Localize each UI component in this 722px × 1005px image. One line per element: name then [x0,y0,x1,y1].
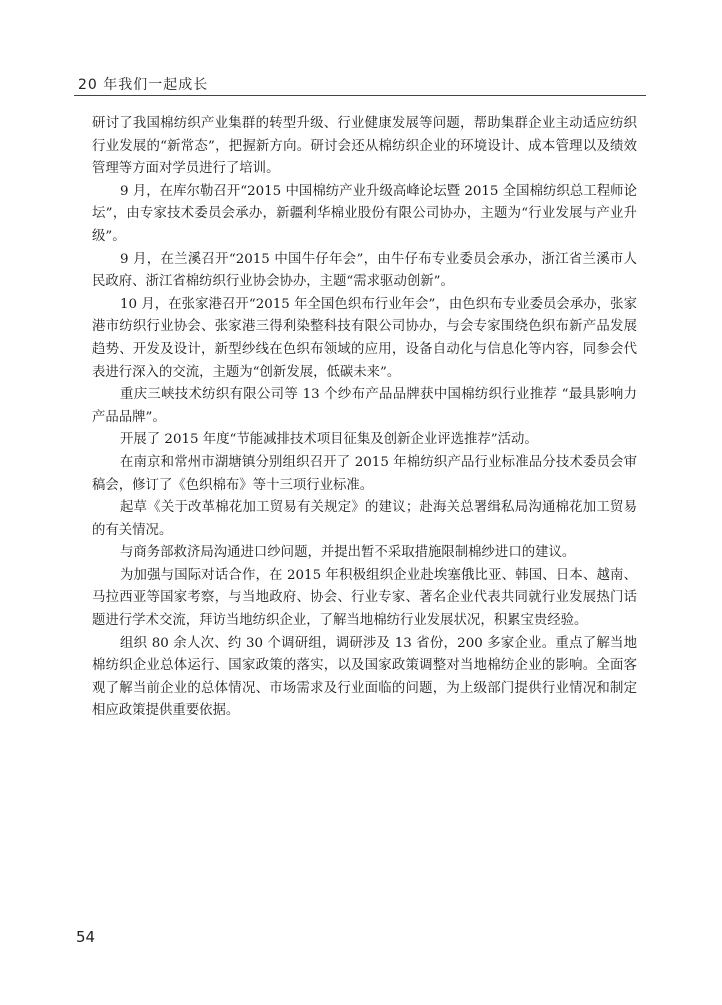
page-number: 54 [76,928,96,946]
paragraph-energy-saving: 开展了 2015 年度“节能减排技术项目征集及创新企业评选推荐”活动。 [120,432,538,448]
body-text [92,113,637,723]
paragraph-korla-forum: 9 月，在库尔勒召开“2015 中国棉纺产业升级高峰论坛暨 2015 全国棉纺织总工程师论坛”，由专家技术委员会承办，新疆利华棉业股份有限公司协办，主题为“行业发展与产业升级”。 [92,183,637,244]
paragraph-brand-recommendation: 重庆三峡技术纺织有限公司等 13 个纱布产品品牌获中国棉纺织行业推荐 “最具影响力产品品牌”。 [92,387,637,425]
paragraph-standards: 在南京和常州市湖塘镇分别组织召开了 2015 年棉纺织产品行业标准品分技术委员会审稿会，修订了《色织棉布》等十三项行业标准。 [92,454,637,493]
paragraph-continuation: 研讨了我国棉纺织产业集群的转型升级、行业健康发展等问题，帮助集群企业主动适应纺织行业发展的“新常态”，把握新方向。研讨会还从棉纺织企业的环境设计、成本管理以及绩效管理等方面对学员进行了培训。 [92,116,637,177]
paragraph-yarn-import: 与商务部救济局沟通进口纱问题，并提出暂不采取措施限制棉纱进口的建议。 [120,545,576,561]
paragraph-zhangjiagang-yarn-dyed: 10 月，在张家港召开“2015 年全国色织布行业年会”，由色织布专业委员会承办，张家港市纺织行业协会、张家港三得利染整科技有限公司协办，与会专家围绕色织布新产品发展趋势、开发及设计，新型纱线在色织布领域的应用，设备自动化与信息化等内容，同参会代表进行深入的交流，主题为“创新发展，低碳未来”。 [92,296,637,380]
paragraph-research: 组织 80 余人次、约 30 个调研组，调研涉及 13 省份，200 多家企业。重点了解当地棉纺织企业总体运行、国家政策的落实，以及国家政策调整对当地棉纺企业的影响。全面客观了解当前企业的总体情况、市场需求及行业面临的问题，为上级部门提供行业情况和制定相应政策提供重要依据。 [92,635,637,719]
paragraph-international: 为加强与国际对话合作，在 2015 年积极组织企业赴埃塞俄比亚、韩国、日本、越南、马拉西亚等国家考察，与当地政府、协会、行业专家、著名企业代表共同就行业发展热门话题进行学术交流，拜访当地纺织企业，了解当地棉纺行业发展状况，积累宝贵经验。 [92,567,637,629]
paragraph-cotton-processing: 起草《关于改革棉花加工贸易有关规定》的建议；赴海关总署缉私局沟通棉花加工贸易的有关情况。 [92,500,637,538]
paragraph-lanxi-denim: 9 月，在兰溪召开“2015 中国牛仔年会”，由牛仔布专业委员会承办，浙江省兰溪市人民政府、浙江省棉纺织行业协会协办，主题“需求驱动创新”。 [92,251,637,290]
running-header-title: 20 年我们一起成长 [78,77,209,93]
header-rule [74,95,646,96]
